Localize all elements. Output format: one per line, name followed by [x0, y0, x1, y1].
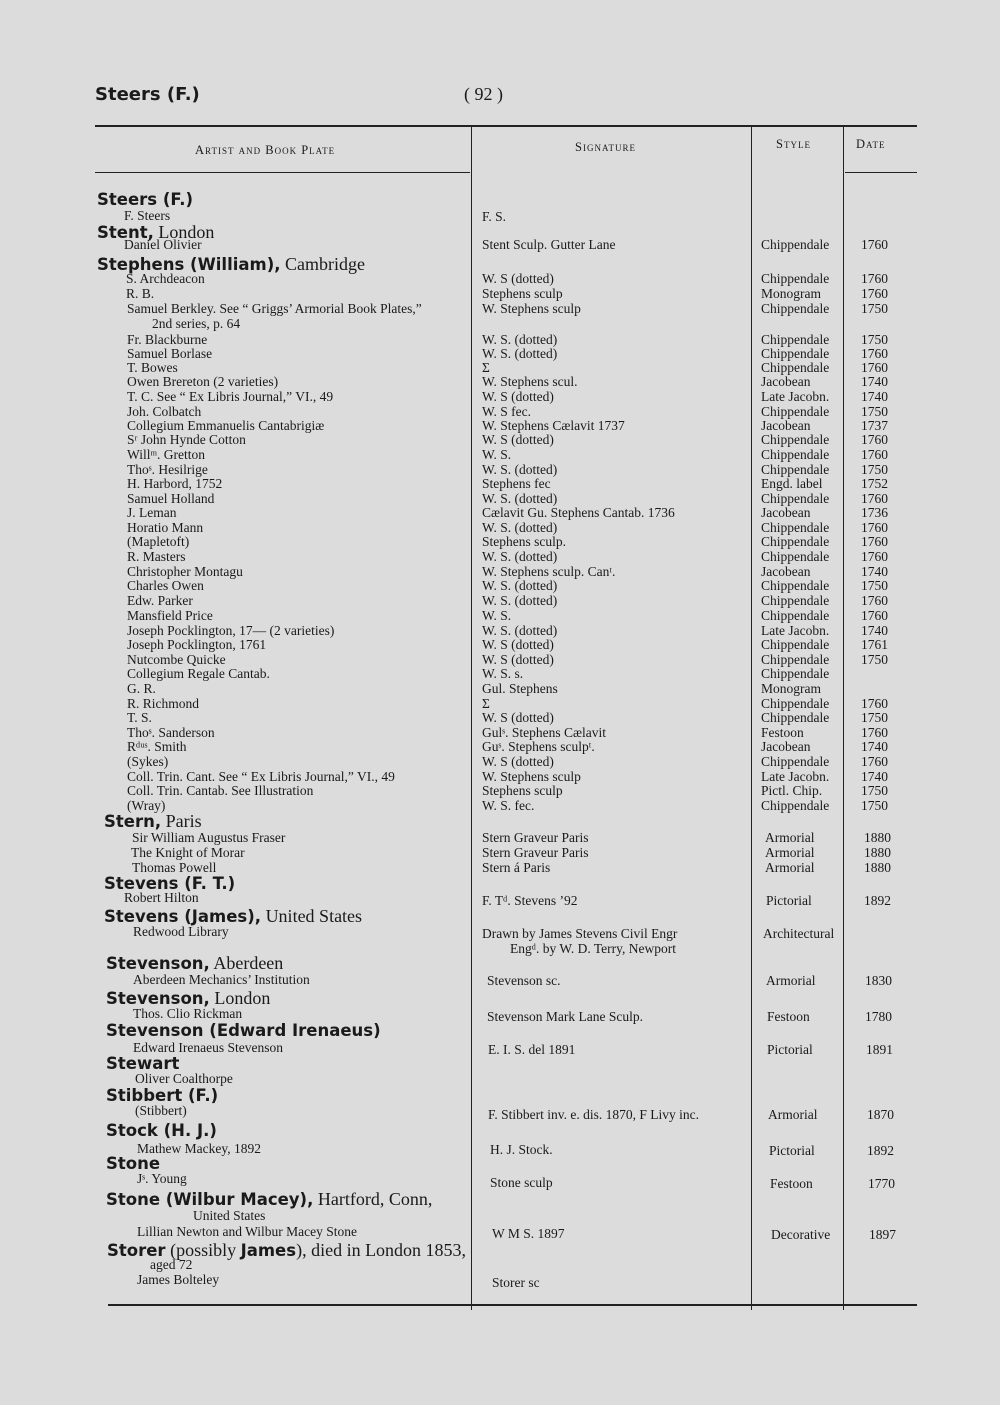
- plate-owner: H. Harbord, 1752: [127, 476, 223, 491]
- date: 1897: [869, 1227, 896, 1242]
- date: 1740: [861, 389, 888, 404]
- style: Chippendale: [761, 798, 830, 813]
- column-header-artist: Artist and Book Plate: [195, 143, 336, 157]
- style: Pictorial: [767, 1042, 813, 1057]
- plate-owner: F. Steers: [124, 208, 171, 223]
- plate-owner: Jˢ. Young: [137, 1171, 187, 1186]
- plate-owner: (Wray): [127, 798, 166, 813]
- signature: Stern Graveur Paris: [482, 830, 589, 845]
- style: Pictorial: [766, 893, 812, 908]
- style: Jacobean: [761, 505, 811, 520]
- artist-name: Stent,: [97, 223, 154, 242]
- signature: W. S.: [482, 608, 512, 623]
- style: Jacobean: [761, 739, 811, 754]
- style: Armorial: [768, 1107, 818, 1122]
- signature: E. I. S. del 1891: [488, 1042, 576, 1057]
- date: 1750: [861, 783, 888, 798]
- plate-owner: R. Richmond: [127, 696, 200, 711]
- artist-place: ), died in London 1853,: [296, 1240, 467, 1260]
- style: Decorative: [771, 1227, 831, 1242]
- style: Festoon: [770, 1176, 813, 1191]
- plate-owner: Collegium Regale Cantab.: [127, 666, 270, 681]
- signature: Stevenson sc.: [487, 973, 561, 988]
- plate-owner: Oliver Coalthorpe: [135, 1071, 233, 1086]
- artist-name: Stevenson,: [106, 954, 210, 973]
- date: 1760: [861, 237, 888, 252]
- plate-owner: J. Leman: [127, 505, 177, 520]
- style: Chippendale: [761, 237, 830, 252]
- signature: Stent Sculp. Gutter Lane: [482, 237, 616, 252]
- date: 1760: [861, 534, 888, 549]
- date: 1750: [861, 301, 888, 316]
- signature: Stephens sculp.: [482, 534, 566, 549]
- header-bottom-rule: [95, 172, 470, 173]
- plate-owner: Aberdeen Mechanics’ Institution: [133, 972, 310, 987]
- date: 1880: [864, 845, 891, 860]
- style: Festoon: [767, 1009, 810, 1024]
- style: Monogram: [761, 286, 821, 301]
- signature: W. S. (dotted): [482, 346, 558, 361]
- plate-owner: Coll. Trin. Cant. See “ Ex Libris Journal,” VI., 49: [127, 769, 395, 784]
- artist-heading: [106, 954, 283, 973]
- signature: W. Stephens sculp: [482, 769, 581, 784]
- signature: H. J. Stock.: [490, 1142, 553, 1157]
- plate-owner: Robert Hilton: [124, 890, 199, 905]
- plate-owner: (Mapletoft): [127, 534, 190, 549]
- style: Chippendale: [761, 754, 830, 769]
- signature: W. S. (dotted): [482, 578, 558, 593]
- signature: Guˢ. Stephens sculpᵗ.: [482, 739, 595, 754]
- signature: W. S fec.: [482, 404, 531, 419]
- signature: Σ: [482, 360, 490, 375]
- signature: Stone sculp: [490, 1175, 553, 1190]
- date: 1891: [866, 1042, 893, 1057]
- artist-name: Steers (F.): [97, 190, 194, 209]
- artist-name: Stern,: [104, 812, 162, 831]
- artist-place: London: [209, 988, 271, 1008]
- signature: F. Stibbert inv. e. dis. 1870, F Livy inc.: [488, 1107, 700, 1122]
- plate-owner: Edward Irenaeus Stevenson: [133, 1040, 283, 1055]
- running-head: Steers (F.): [95, 84, 200, 105]
- date: 1892: [867, 1143, 894, 1158]
- plate-owner: Joh. Colbatch: [127, 404, 202, 419]
- date: 1760: [861, 447, 888, 462]
- artist-name: Stone (Wilbur Macey),: [106, 1190, 314, 1209]
- date: 1750: [861, 578, 888, 593]
- style: Chippendale: [761, 271, 830, 286]
- signature: Stevenson Mark Lane Sculp.: [487, 1009, 643, 1024]
- plate-owner: R. Masters: [127, 549, 186, 564]
- plate-owner: T. S.: [127, 710, 152, 725]
- signature: Storer sc: [492, 1275, 540, 1290]
- plate-owner: Redwood Library: [133, 924, 229, 939]
- style: Chippendale: [761, 710, 830, 725]
- style: Chippendale: [761, 462, 830, 477]
- signature: W. S. (dotted): [482, 462, 558, 477]
- column-divider-1: [471, 126, 472, 1310]
- signature: Stern Graveur Paris: [482, 845, 589, 860]
- date: 1740: [861, 769, 888, 784]
- artist-place: United States: [261, 906, 363, 926]
- plate-owner: Thoˢ. Sanderson: [127, 725, 215, 740]
- plate-owner: Christopher Montagu: [127, 564, 243, 579]
- style: Armorial: [766, 973, 816, 988]
- plate-owner: Joseph Pocklington, 17— (2 varieties): [127, 623, 335, 638]
- date: 1740: [861, 623, 888, 638]
- date: 1770: [868, 1176, 895, 1191]
- signature: W. S (dotted): [482, 754, 554, 769]
- plate-owner: (Sykes): [127, 754, 169, 769]
- plate-owner: Horatio Mann: [127, 520, 204, 535]
- style: Chippendale: [761, 346, 830, 361]
- signature: W. S. (dotted): [482, 491, 558, 506]
- artist-place-continued: United States: [193, 1208, 266, 1223]
- date: 1752: [861, 476, 888, 491]
- plate-owner: Samuel Borlase: [127, 346, 213, 361]
- signature: Stern á Paris: [482, 860, 551, 875]
- plate-owner: T. Bowes: [127, 360, 178, 375]
- date: 1780: [865, 1009, 892, 1024]
- style: Architectural: [763, 926, 835, 941]
- plate-owner: Samuel Berkley. See “ Griggs’ Armorial Book Plates,”: [127, 301, 422, 316]
- signature: W. Stephens Cælavit 1737: [482, 418, 625, 433]
- signature: Gulˢ. Stephens Cælavit: [482, 725, 606, 740]
- plate-owner: Fr. Blackburne: [127, 332, 208, 347]
- style: Chippendale: [761, 637, 830, 652]
- style: Chippendale: [761, 666, 830, 681]
- signature: Σ: [482, 696, 490, 711]
- plate-owner: Lillian Newton and Wilbur Macey Stone: [137, 1224, 358, 1239]
- table-bottom-rule: [108, 1304, 917, 1306]
- plate-owner: Nutcombe Quicke: [127, 652, 226, 667]
- date: 1760: [861, 754, 888, 769]
- artist-heading: [104, 812, 202, 831]
- signature: W. S (dotted): [482, 652, 554, 667]
- style: Late Jacobn.: [761, 389, 830, 404]
- date: 1740: [861, 564, 888, 579]
- artist-name: Stevenson (Edward Irenaeus): [106, 1021, 381, 1040]
- signature: W. Stephens sculp: [482, 301, 581, 316]
- plate-owner: James Bolteley: [137, 1272, 220, 1287]
- artist-name: Stephens (William),: [97, 255, 281, 274]
- signature: Stephens sculp: [482, 286, 563, 301]
- style: Jacobean: [761, 374, 811, 389]
- style: Armorial: [765, 845, 815, 860]
- signature: W. S (dotted): [482, 637, 554, 652]
- artist-name: Stevens (F. T.): [104, 874, 236, 893]
- signature: W. S. (dotted): [482, 549, 558, 564]
- plate-owner: Sʳ John Hynde Cotton: [127, 432, 246, 447]
- signature: W. Stephens sculp. Canᵗ.: [482, 564, 616, 579]
- date: 1760: [861, 346, 888, 361]
- artist-name: Stewart: [106, 1054, 180, 1073]
- style: Monogram: [761, 681, 821, 696]
- signature: W. S.: [482, 447, 512, 462]
- date: 1760: [861, 608, 888, 623]
- signature: W. S (dotted): [482, 271, 554, 286]
- date: 1740: [861, 739, 888, 754]
- artist-place: London: [153, 222, 215, 242]
- date: 1760: [861, 360, 888, 375]
- date: 1736: [861, 505, 888, 520]
- artist-place: Cambridge: [280, 254, 366, 274]
- column-header-signature: Signature: [575, 140, 636, 154]
- artist-place: Paris: [161, 811, 202, 831]
- date: 1760: [861, 593, 888, 608]
- date: 1830: [865, 973, 892, 988]
- style: Chippendale: [761, 593, 830, 608]
- plate-owner: Mathew Mackey, 1892: [137, 1141, 261, 1156]
- date: 1760: [861, 725, 888, 740]
- date: 1880: [864, 830, 891, 845]
- plate-owner: Edw. Parker: [127, 593, 193, 608]
- style: Chippendale: [761, 360, 830, 375]
- header-bottom-rule-right: [845, 172, 917, 173]
- style: Jacobean: [761, 564, 811, 579]
- plate-owner: Thoˢ. Hesilrige: [127, 462, 208, 477]
- style: Late Jacobn.: [761, 769, 830, 784]
- plate-owner: Rᵈᵘˢ. Smith: [127, 739, 187, 754]
- style: Chippendale: [761, 491, 830, 506]
- signature: Stephens fec: [482, 476, 551, 491]
- signature: W. S. s.: [482, 666, 524, 681]
- style: Pictorial: [769, 1143, 815, 1158]
- style: Chippendale: [761, 332, 830, 347]
- signature: W. S. (dotted): [482, 520, 558, 535]
- signature: W. S. (dotted): [482, 332, 558, 347]
- date: 1760: [861, 491, 888, 506]
- style: Chippendale: [761, 696, 830, 711]
- signature: W. Stephens scul.: [482, 374, 578, 389]
- plate-owner: S. Archdeacon: [126, 271, 205, 286]
- date: 1892: [864, 893, 891, 908]
- plate-owner: G. R.: [127, 681, 156, 696]
- style: Festoon: [761, 725, 804, 740]
- signature: W. S (dotted): [482, 432, 554, 447]
- style: Late Jacobn.: [761, 623, 830, 638]
- date: 1740: [861, 374, 888, 389]
- signature: Stephens sculp: [482, 783, 563, 798]
- artist-place: Hartford, Conn,: [313, 1189, 433, 1209]
- artist-heading: [106, 1021, 381, 1040]
- date: 1750: [861, 404, 888, 419]
- style: Chippendale: [761, 549, 830, 564]
- artist-place: Aberdeen: [209, 953, 284, 973]
- artist-heading: [97, 190, 193, 209]
- plate-owner: R. B.: [126, 286, 155, 301]
- column-divider-2: [751, 126, 752, 1310]
- date: 1760: [861, 520, 888, 535]
- signature: F. Tᵈ. Stevens ’92: [482, 893, 578, 908]
- column-header-date: Date: [856, 137, 886, 151]
- plate-owner: Owen Brereton (2 varieties): [127, 374, 279, 389]
- artist-name: Stevenson,: [106, 989, 210, 1008]
- date: 1760: [861, 271, 888, 286]
- signature: F. S.: [482, 209, 507, 224]
- style: Chippendale: [761, 432, 830, 447]
- style: Chippendale: [761, 447, 830, 462]
- style: Pictl. Chip.: [761, 783, 823, 798]
- date: 1750: [861, 710, 888, 725]
- artist-heading: [106, 1190, 432, 1209]
- date: 1870: [867, 1107, 894, 1122]
- plate-owner: Thomas Powell: [132, 860, 217, 875]
- style: Chippendale: [761, 578, 830, 593]
- plate-owner: Daniel Olivier: [124, 237, 202, 252]
- signature: W M S. 1897: [492, 1226, 565, 1241]
- date: 1750: [861, 798, 888, 813]
- signature: W. S (dotted): [482, 710, 554, 725]
- artist-name: Stevens (James),: [104, 907, 262, 926]
- style: Engd. label: [761, 476, 823, 491]
- date: 1880: [864, 860, 891, 875]
- style: Chippendale: [761, 301, 830, 316]
- plate-owner: Coll. Trin. Cantab. See Illustration: [127, 783, 314, 798]
- style: Armorial: [765, 860, 815, 875]
- plate-owner: Charles Owen: [127, 578, 204, 593]
- plate-owner: Willᵐ. Gretton: [127, 447, 206, 462]
- date: 1750: [861, 332, 888, 347]
- plate-owner: (Stibbert): [135, 1103, 187, 1118]
- style: Armorial: [765, 830, 815, 845]
- signature: Engᵈ. by W. D. Terry, Newport: [510, 941, 676, 956]
- artist-mid: (possibly: [165, 1240, 241, 1260]
- date: 1750: [861, 652, 888, 667]
- signature: Gul. Stephens: [482, 681, 558, 696]
- table-top-rule: [95, 125, 917, 127]
- artist-name: Stone: [106, 1154, 161, 1173]
- date: 1737: [861, 418, 888, 433]
- artist-name: James: [240, 1241, 297, 1260]
- artist-name: Stibbert (F.): [106, 1086, 219, 1105]
- plate-owner: T. C. See “ Ex Libris Journal,” VI., 49: [127, 389, 334, 404]
- page-number: ( 92 ): [464, 84, 503, 104]
- signature: W. S. fec.: [482, 798, 535, 813]
- artist-name: Stock (H. J.): [106, 1121, 217, 1140]
- style: Chippendale: [761, 520, 830, 535]
- plate-owner: The Knight of Morar: [131, 845, 245, 860]
- style: Chippendale: [761, 652, 830, 667]
- date: 1750: [861, 462, 888, 477]
- signature: Drawn by James Stevens Civil Engr: [482, 926, 678, 941]
- style: Jacobean: [761, 418, 811, 433]
- style: Chippendale: [761, 608, 830, 623]
- date: 1761: [861, 637, 888, 652]
- signature: W. S (dotted): [482, 389, 554, 404]
- date: 1760: [861, 286, 888, 301]
- date: 1760: [861, 432, 888, 447]
- artist-place-continued: aged 72: [150, 1257, 193, 1272]
- signature: W. S. (dotted): [482, 623, 558, 638]
- column-divider-3: [843, 126, 844, 1310]
- plate-owner: 2nd series, p. 64: [152, 316, 241, 331]
- date: 1760: [861, 696, 888, 711]
- signature: Cælavit Gu. Stephens Cantab. 1736: [482, 505, 675, 520]
- style: Chippendale: [761, 534, 830, 549]
- style: Chippendale: [761, 404, 830, 419]
- plate-owner: Thos. Clio Rickman: [133, 1006, 243, 1021]
- artist-heading: [106, 1121, 217, 1140]
- plate-owner: Sir William Augustus Fraser: [132, 830, 286, 845]
- plate-owner: Mansfield Price: [127, 608, 213, 623]
- signature: W. S. (dotted): [482, 593, 558, 608]
- plate-owner: Collegium Emmanuelis Cantabrigiæ: [127, 418, 325, 433]
- plate-owner: Samuel Holland: [127, 491, 215, 506]
- date: 1760: [861, 549, 888, 564]
- artist-name: Storer: [107, 1241, 166, 1260]
- column-header-style: Style: [776, 137, 811, 151]
- plate-owner: Joseph Pocklington, 1761: [127, 637, 267, 652]
